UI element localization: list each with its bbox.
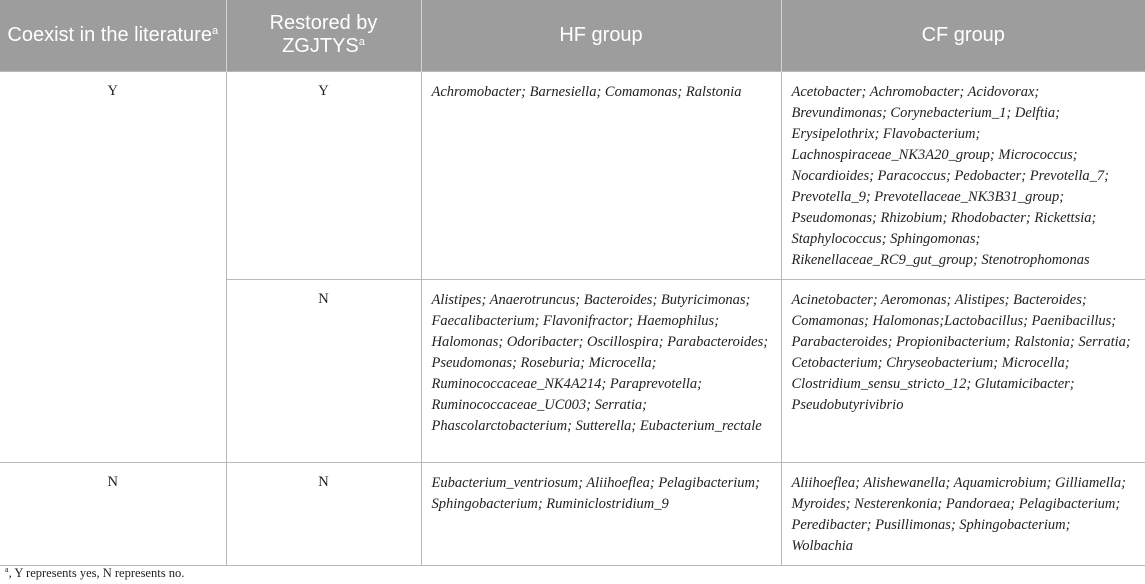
- header-hf-group: HF group: [421, 0, 781, 71]
- coexist-cell: Y: [0, 71, 226, 462]
- header-coexist: [0, 0, 226, 71]
- header-restored-label: Restored by ZGJTYS: [269, 12, 378, 58]
- header-coexist-footnote-marker: a: [211, 24, 219, 37]
- restored-cell: Y: [226, 71, 421, 279]
- table-row: [0, 71, 1145, 279]
- header-row: [0, 0, 1145, 71]
- footnote-text: , Y represents yes, N represents no.: [8, 566, 185, 580]
- coexist-cell: N: [0, 462, 226, 565]
- cf-genera-cell: Acetobacter; Achromobacter; Acidovorax; Brevundimonas; Corynebacterium_1; Delftia; Erysipelothrix; Flavobacterium; Lachnospiraceae_NK3A20_group; Micrococcus; Nocardioides; Paracoccus; Pedobacter; Prevotella_7; Prevotella_9; Prevotellaceae_NK3B31_group; Pseudomonas; Rhizobium; Rhodobacter; Rickettsia; Staphylococcus; Sphingomonas; Rikenellaceae_RC9_gut_group; Stenotrophomonas: [781, 71, 1145, 279]
- hf-genera-cell: Alistipes; Anaerotruncus; Bacteroides; Butyricimonas; Faecalibacterium; Flavonifractor; Haemophilus; Halomonas; Odoribacter; Oscillospira; Parabacteroides; Pseudomonas; Roseburia; Microcella; Ruminococcaceae_NK4A214; Paraprevotella; Ruminococcaceae_UC003; Serratia; Phascolarctobacterium; Sutterella; Eubacterium_rectale: [421, 279, 781, 462]
- hf-genera-cell: Achromobacter; Barnesiella; Comamonas; Ralstonia: [421, 71, 781, 279]
- footnote-marker: a: [5, 565, 9, 574]
- hf-genera-cell: Eubacterium_ventriosum; Aliihoeflea; Pelagibacterium; Sphingobacterium; Ruminiclostridium_9: [421, 462, 781, 565]
- table-row: [0, 462, 1145, 565]
- cf-genera-cell: Aliihoeflea; Alishewanella; Aquamicrobium; Gilliamella; Myroides; Nesterenkonia; Pandoraea; Pelagibacterium; Peredibacter; Pusillimonas; Sphingobacterium; Wolbachia: [781, 462, 1145, 565]
- header-cf-group: CF group: [781, 0, 1145, 71]
- header-coexist-label: Coexist in the literature: [7, 23, 212, 46]
- table-footnote: [5, 565, 184, 581]
- cf-genera-cell: Acinetobacter; Aeromonas; Alistipes; Bacteroides; Comamonas; Halomonas;Lactobacillus; Paenibacillus; Parabacteroides; Propionibacterium; Ralstonia; Serratia; Cetobacterium; Chryseobacterium; Microcella; Clostridium_sensu_stricto_12; Glutamicibacter; Pseudobutyrivibrio: [781, 279, 1145, 462]
- header-restored: [226, 0, 421, 71]
- restored-cell: N: [226, 279, 421, 462]
- restored-cell: N: [226, 462, 421, 565]
- header-restored-footnote-marker: a: [358, 36, 365, 49]
